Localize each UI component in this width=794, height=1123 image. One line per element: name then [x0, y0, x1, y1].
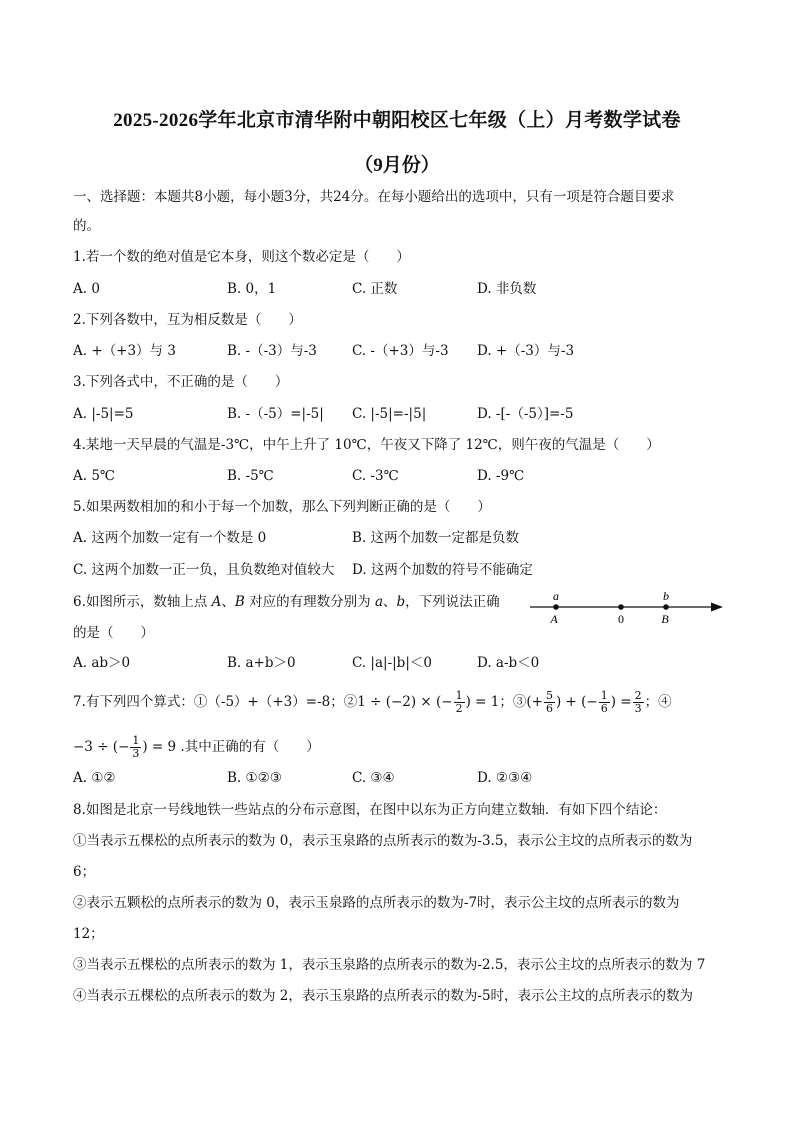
q7-frac2-den: 6	[545, 702, 553, 715]
q7-expr3	[526, 689, 644, 715]
q7-sep3: ；③	[499, 694, 527, 710]
q2-option-a: A. +（+3）与 3	[73, 343, 176, 359]
q7-expr2	[357, 689, 500, 715]
q4-option-a: A. 5℃	[73, 468, 116, 484]
q6-point-A: A	[211, 594, 222, 610]
question-8-stem: 8.如图是北京一号线地铁一些站点的分布示意图，在图中以东为正方向建立数轴．有如下四个结论：	[73, 802, 667, 818]
q1-option-c: C. 正数	[352, 281, 398, 297]
q7-frac3-den: 6	[600, 702, 608, 715]
q6-comma: 、	[383, 594, 397, 610]
question-3-stem: 3.下列各式中，不正确的是（ ）	[73, 374, 289, 390]
q8-conclusion-4: ④当表示五棵松的点所表示的数为 2，表示玉泉路的点所表示的数为-5时，表示公主坟的点所表示的数为	[73, 988, 694, 1004]
q3-option-b: B. -（-5）=|-5|	[227, 406, 324, 422]
q7-frac4-num: 2	[634, 689, 642, 702]
q1-option-b: B. 0，1	[227, 281, 277, 297]
q7-stem-end: .其中正确的有（ ）	[176, 739, 320, 755]
q6-option-c: C. |a|-|b|＜0	[352, 655, 432, 671]
q7-expr4-b: ) = 9	[142, 739, 177, 755]
q7-expr3-c: ) =	[610, 694, 632, 710]
q8-conclusion-2-cont: 12；	[73, 926, 104, 942]
label-b: b	[663, 589, 669, 603]
q4-option-c: C. -3℃	[352, 468, 399, 484]
q5-option-d: D. 这两个加数的符号不能确定	[352, 562, 533, 578]
section-heading: 一、选择题：本题共8小题，每小题3分，共24分。在每小题给出的选项中，只有一项是符合题目要求	[73, 189, 675, 205]
q7-frac4	[633, 690, 644, 715]
q2-option-c: C. -（+3）与-3	[352, 343, 449, 359]
q3-option-a: A. |-5|=5	[73, 406, 134, 422]
q4-option-d: D. -9℃	[477, 468, 525, 484]
q7-option-a: A. ①②	[73, 770, 116, 786]
q7-expr3-b: ) + (−	[555, 694, 598, 710]
q7-frac1	[454, 690, 465, 715]
q5-option-b: B. 这两个加数一定都是负数	[352, 530, 520, 546]
question-1-stem: 1.若一个数的绝对值是它本身，则这个数必定是（ ）	[73, 249, 410, 265]
q7-frac5-den: 3	[132, 747, 140, 760]
q5-option-c: C. 这两个加数一正一负，且负数绝对值较大	[73, 562, 335, 578]
label-a: a	[553, 589, 559, 603]
q7-expr4	[73, 734, 177, 760]
q7-option-c: C. ③④	[352, 770, 395, 786]
q1-option-d: D. 非负数	[477, 281, 537, 297]
q6-stem-post: ，下列说法正确	[405, 594, 500, 610]
q7-expr4-a: −3 ÷ (−	[73, 739, 130, 755]
label-B: B	[661, 612, 669, 626]
q7-part1: 7.有下列四个算式：①（-5）+（+3）=-8；②	[73, 694, 358, 710]
q8-conclusion-3: ③当表示五棵松的点所表示的数为 1，表示玉泉路的点所表示的数为-2.5，表示公主坟的点所表示的数为 7	[73, 957, 706, 973]
q2-option-d: D. +（-3）与-3	[477, 343, 575, 359]
q7-sep4: ；④	[644, 694, 672, 710]
q2-option-b: B. -（-3）与-3	[227, 343, 317, 359]
q7-option-b: B. ①②③	[227, 770, 282, 786]
q8-conclusion-1: ①当表示五棵松的点所表示的数为 0，表示玉泉路的点所表示的数为-3.5，表示公主坟的点所表示的数为	[73, 833, 693, 849]
point-b-dot	[663, 604, 669, 610]
question-5-stem: 5.如果两数相加的和小于每一个加数，那么下列判断正确的是（ ）	[73, 499, 491, 515]
q1-option-a: A. 0	[73, 281, 100, 297]
q7-frac5	[130, 735, 141, 760]
question-4-stem: 4.某地一天早晨的气温是-3℃，中午上升了 10℃，午夜又下降了 12℃，则午夜的气温是（ ）	[73, 437, 660, 453]
q6-option-a: A. ab＞0	[73, 655, 131, 671]
q6-sep: 、	[221, 594, 235, 610]
q5-option-a: A. 这两个加数一定有一个数是 0	[73, 530, 267, 546]
point-a-dot	[553, 604, 559, 610]
q7-frac5-num: 1	[132, 734, 140, 747]
q8-conclusion-1-cont: 6；	[73, 864, 96, 880]
q6-var-b: b	[396, 594, 406, 610]
exam-title: 2025-2026学年北京市清华附中朝阳校区七年级（上）月考数学试卷	[113, 110, 681, 131]
q6-option-d: D. a-b＜0	[477, 655, 540, 671]
q3-option-c: C. |-5|=-|5|	[352, 406, 427, 422]
number-line-arrow	[711, 603, 723, 612]
q7-expr2-a: 1 ÷ (−2) × (−	[357, 694, 453, 710]
exam-subtitle: （9月份）	[354, 155, 440, 176]
label-0: 0	[618, 612, 624, 626]
q6-point-B: B	[234, 594, 245, 610]
q6-option-b: B. a+b＞0	[227, 655, 296, 671]
point-zero-dot	[618, 604, 624, 610]
q7-expr3-a: (+	[526, 694, 543, 710]
q7-frac3-num: 1	[600, 689, 608, 702]
q7-frac3	[599, 690, 610, 715]
question-6-stem	[73, 593, 500, 611]
q7-frac1-num: 1	[455, 689, 463, 702]
q3-option-d: D. -[-（-5）]=-5	[477, 406, 574, 422]
q7-frac4-den: 3	[634, 702, 642, 715]
q7-option-d: D. ②③④	[477, 770, 533, 786]
number-line-figure	[525, 588, 730, 628]
q6-stem-pre: 6.如图所示，数轴上点	[73, 594, 212, 610]
q7-frac2	[544, 690, 555, 715]
section-heading-cont: 的。	[73, 218, 100, 234]
q4-option-b: B. -5℃	[227, 468, 274, 484]
question-7-stem-cont	[73, 733, 320, 761]
question-2-stem: 2.下列各数中，互为相反数是（ ）	[73, 312, 302, 328]
q7-frac1-den: 2	[455, 702, 463, 715]
q7-frac2-num: 5	[545, 689, 553, 702]
question-7-stem	[73, 688, 672, 716]
question-6-stem-cont: 的是（ ）	[73, 625, 154, 641]
q8-conclusion-2: ②表示五颗松的点所表示的数为 0，表示玉泉路的点所表示的数为-7时，表示公主坟的点所表示的数为	[73, 895, 680, 911]
label-A: A	[550, 612, 558, 626]
q7-expr2-b: ) = 1	[465, 694, 500, 710]
q6-stem-mid: 对应的有理数分别为	[244, 594, 375, 610]
q6-var-a: a	[374, 594, 383, 610]
